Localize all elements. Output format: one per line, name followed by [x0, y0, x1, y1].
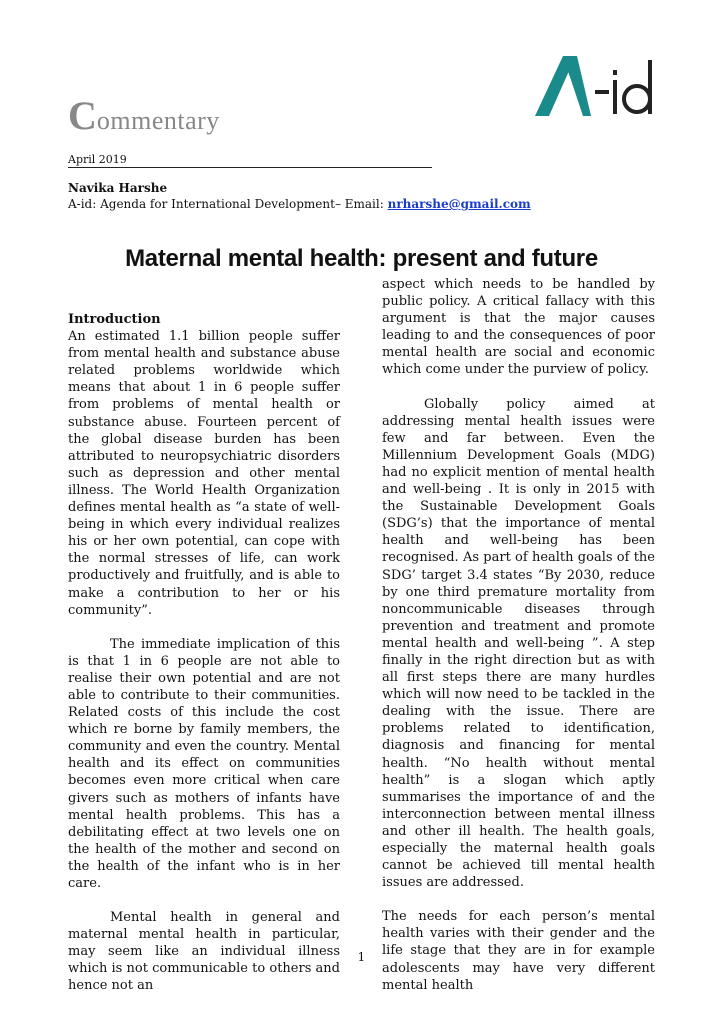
- paragraph: Globally policy aimed at addressing mental health issues were few and far between. Even the Millennium Development Goals (MDG) had no explicit mention of mental health and well-being . It is only in 2015 with the Sustainable Development Goals (SDG’s) that the importance of mental health and well-being has been recognised. As part of health goals of the SDG’ target 3.4 states “By 2030, reduce by one third premature mortality from noncommunicable diseases through prevention and treatment and promote mental health and well-being ”. A step finally in the right direction but as with all first steps there are many hurdles which will now need to be tackled in the dealing with the issue. There are problems related to identification, diagnosis and financing for mental health. “No health without mental health” is a slogan which aptly summarises the importance of and the interconnection between mental illness and other ill health. The health goals, especially the maternal health goals cannot be achieved till mental health issues are addressed.: [382, 396, 655, 891]
- section-label-initial: C: [68, 93, 97, 138]
- aid-logo-mark: [533, 50, 663, 120]
- right-column: [382, 276, 655, 994]
- page-number: 1: [357, 950, 366, 964]
- publication-date: April 2019: [68, 153, 127, 166]
- left-column: [68, 311, 340, 995]
- paragraph: aspect which needs to be handled by public policy. A critical fallacy with this argument is that the major causes leading to and the consequences of poor mental health are social and economic which come under the purview of policy.: [382, 277, 655, 378]
- email-link[interactable]: nrharshe@gmail.com: [387, 197, 531, 211]
- section-label-rest: ommentary: [96, 106, 220, 135]
- paragraph: Mental health in general and maternal mental health in particular, may seem like an individual illness which is not communicable to others and hence not an: [68, 910, 340, 994]
- author-name: Navika Harshe: [68, 181, 168, 195]
- aid-logo: [533, 50, 663, 120]
- header-divider: [68, 167, 432, 168]
- paragraph: The needs for each person’s mental health varies with their gender and the life stage that they are in for example adolescents may have very different mental health: [382, 909, 655, 993]
- section-label: [68, 92, 220, 139]
- paragraph: An estimated 1.1 billion people suffer from mental health and substance abuse related problems worldwide which means that about 1 in 6 people suffer from problems of mental health or substance abuse. Fourteen percent of the global disease burden has been attributed to neuropsychiatric disorders such as depression and other mental illness. The World Health Organization defines mental health as “a state of well-being in which every individual realizes his or her own potential, can cope with the normal stresses of life, can work productively and fruitfully, and is able to make a contribution to her or his community”.: [68, 329, 340, 618]
- paragraph: The immediate implication of this is that 1 in 6 people are not able to realise their own potential and are not able to contribute to their communities. Related costs of this include the cost which re borne by family members, the community and even the country. Mental health and its effect on communities becomes even more critical when care givers such as mothers of infants have mental health problems. This has a debilitating effect at two levels one on the health of the mother and second on the health of the infant who is in her care.: [68, 636, 340, 891]
- author-affiliation: [68, 197, 531, 211]
- article-title: Maternal mental health: present and future: [125, 245, 598, 272]
- section-heading: Introduction: [68, 312, 161, 327]
- affiliation-text: A-id: Agenda for International Development– Email:: [68, 197, 388, 211]
